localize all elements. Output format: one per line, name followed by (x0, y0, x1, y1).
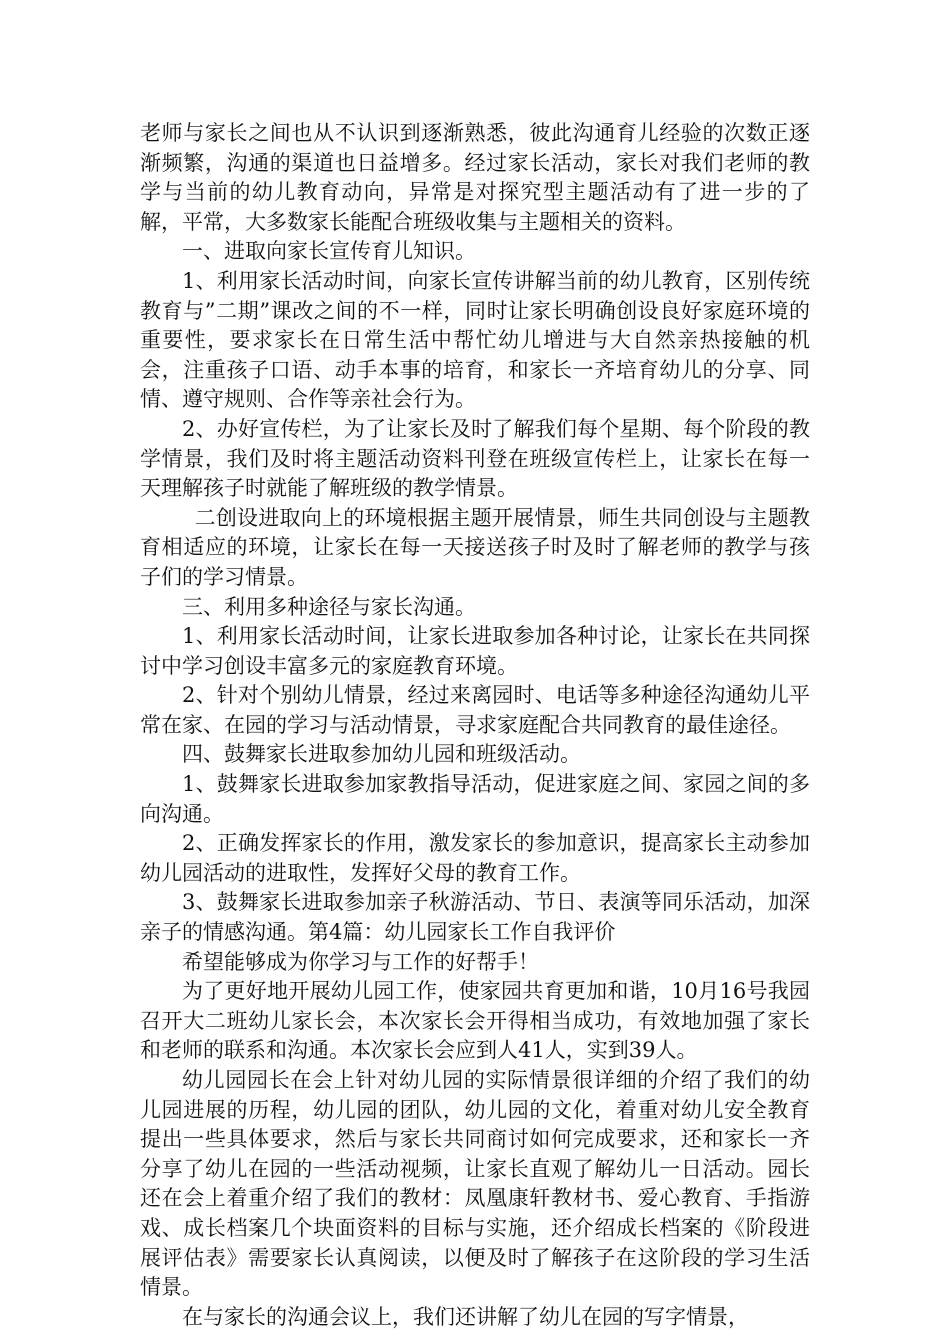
paragraph: 在与家长的沟通会议上，我们还讲解了幼儿在园的写字情景， (182, 1304, 749, 1329)
document-body (140, 119, 810, 1332)
paragraph: 为了更好地开展幼儿园工作，使家园共育更加和谐，10月16号我园召开大二班幼儿家长会，本次家长会开得相当成功，有效地加强了家长和老师的联系和沟通。本次家长会应到人41人，实到39人。 (140, 979, 810, 1063)
paragraph: 1、鼓舞家长进取参加家教指导活动，促进家庭之间、家园之间的多向沟通。 (140, 772, 810, 826)
section-heading-4: 四、鼓舞家长进取参加幼儿园和班级活动。 (182, 742, 581, 767)
section-heading-1: 一、进取向家长宣传育儿知识。 (182, 239, 476, 264)
paragraph-continuation: 老师与家长之间也从不认识到逐渐熟悉，彼此沟通育儿经验的次数正逐渐频繁，沟通的渠道也日益增多。经过家长活动，家长对我们老师的教学与当前的幼儿教育动向，异常是对探究型主题活动有了进一步的了解，平常，大多数家长能配合班级收集与主题相关的资料。 (140, 121, 810, 234)
paragraph: 2、办好宣传栏，为了让家长及时了解我们每个星期、每个阶段的教学情景，我们及时将主题活动资料刊登在班级宣传栏上，让家长在每一天理解孩子时就能了解班级的教学情景。 (140, 416, 810, 501)
paragraph: 2、针对个别幼儿情景，经过来离园时、电话等多种途径沟通幼儿平常在家、在园的学习与活动情景，寻求家庭配合共同教育的最佳途径。 (140, 683, 810, 737)
paragraph: 2、正确发挥家长的作用，激发家长的参加意识，提高家长主动参加幼儿园活动的进取性，发挥好父母的教育工作。 (140, 831, 810, 885)
paragraph: 希望能够成为你学习与工作的好帮手！ (182, 949, 539, 974)
paragraph: 1、利用家长活动时间，让家长进取参加各种讨论，让家长在共同探讨中学习创设丰富多元的家庭教育环境。 (140, 624, 810, 678)
section-heading-2: 二创设进取向上的环境根据主题开展情景，师生共同创设与主题教育相适应的环境，让家长在每一天接送孩子时及时了解老师的教学与孩子们的学习情景。 (140, 505, 810, 589)
paragraph: 1、利用家长活动时间，向家长宣传讲解当前的幼儿教育，区别传统教育与”二期”课改之间的不一样，同时让家长明确创设良好家庭环境的重要性，要求家长在日常生活中帮忙幼儿增进与大自然亲热接触的机会，注重孩子口语、动手本事的培育，和家长一齐培育幼儿的分享、同情、遵守规则、合作等亲社会行为。 (140, 268, 810, 412)
paragraph: 3、鼓舞家长进取参加亲子秋游活动、节日、表演等同乐活动，加深亲子的情感沟通。第4篇：幼儿园家长工作自我评价 (140, 890, 810, 945)
paragraph: 幼儿园园长在会上针对幼儿园的实际情景很详细的介绍了我们的幼儿园进展的历程，幼儿园的团队，幼儿园的文化，着重对幼儿安全教育提出一些具体要求，然后与家长共同商讨如何完成要求，还和家长一齐分享了幼儿在园的一些活动视频，让家长直观了解幼儿一日活动。园长还在会上着重介绍了我们的教材：凤凰康轩教材书、爱心教育、手指游戏、成长档案几个块面资料的目标与实施，还介绍成长档案的《阶段进展评估表》需要家长认真阅读，以便及时了解孩子在这阶段的学习生活情景。 (140, 1068, 810, 1300)
section-heading-3: 三、利用多种途径与家长沟通。 (182, 594, 476, 619)
